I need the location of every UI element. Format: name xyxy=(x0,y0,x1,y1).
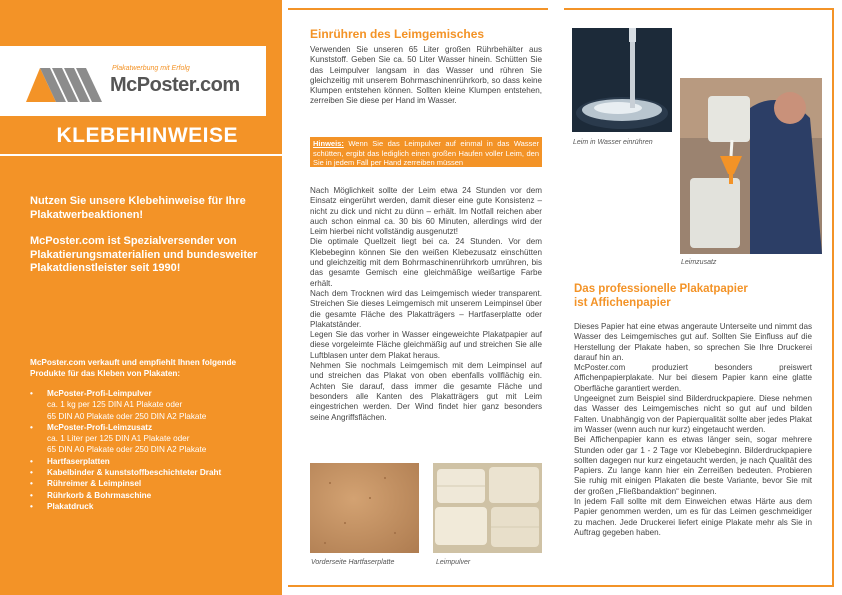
product-detail: 65 DIN A0 Plakate oder 250 DIN A2 Plakate xyxy=(47,411,207,421)
glue-additive-photo xyxy=(680,78,822,254)
caption-bucket: Leim in Wasser einrühren xyxy=(573,139,653,146)
bullet-icon: • xyxy=(30,468,33,478)
intro-block xyxy=(30,195,270,289)
hardboard-photo xyxy=(310,463,419,553)
list-item xyxy=(30,388,275,422)
frame-line-bottom xyxy=(288,585,834,587)
bullet-icon: • xyxy=(30,456,33,466)
list-item xyxy=(30,490,275,501)
paper-paragraph: Bei Affichenpapier kann es etwas länger sein, sogar mehrere Stunden oder gar 1 - 2 Tage vor Klebebeginn. Bilderdruckpapiere sollten dagegen nur kurz eingetaucht werden, je nach Qualität des Papiers. Zu lange kann hier ein Zerreißen bedeuten. Probieren Sie ruhig mit einigen Plakaten die beste Variante, bevor Sie mit der großen „Fließbandaktion“ beginnen. xyxy=(574,435,812,496)
glue-powder-photo xyxy=(433,463,542,553)
hint-box xyxy=(310,137,542,167)
instruction-paragraph: Nach dem Trocknen wird das Leimgemisch wieder transparent. Streichen Sie dieses Leimgemisch mit unserem Leimpinsel über die gesamte Fläche des Plakatträgers – Hartfaserplatte oder Plakatständer. xyxy=(310,288,542,329)
list-item xyxy=(30,501,275,512)
instructions-block xyxy=(310,186,542,423)
product-detail: ca. 1 Liter per 125 DIN A1 Plakate oder xyxy=(47,434,190,444)
panel-edge xyxy=(282,0,288,595)
paper-heading-line-1: Das professionelle Plakatpapier xyxy=(574,283,748,295)
logo-mark-icon xyxy=(26,58,104,102)
hardboard-texture-icon xyxy=(310,463,419,553)
bullet-icon: • xyxy=(30,501,33,511)
paper-paragraph: Ungeeignet zum Beispiel sind Bilderdruckpapiere. Diese nehmen das Wasser des Leimgemisches nicht so gut auf und bilden Falten. Unabhängig von der Papierqualität sollte aber jedes Plakat im Wasser (wenn auch nur kurz) eingetaucht werden. xyxy=(574,394,812,434)
frame-line-top-right xyxy=(564,8,834,10)
instruction-paragraph: Nehmen Sie nochmals Leimgemisch mit dem Leimpinsel auf und streichen das Plakat von oben ebenfalls vollflächig ein. Achten Sie darauf, dass immer die gesamte Fläche und besonders alle Kanten des Plakatträgers gut mit Leim eingestrichen werden. Der Wind findet hier ganz besonders seine Angriffsflächen. xyxy=(310,361,542,422)
intro-text-2: McPoster.com ist Spezialversender von Plakatierungsmaterialien und bundesweiter Plakatdienstleister seit 1990! xyxy=(30,235,258,274)
bullet-icon: • xyxy=(30,422,33,432)
paper-paragraph: McPoster.com produziert besonders preiswert Affichenpapierplakate. Nur bei diesem Papier kann eine glatte Oberfläche garantiert werden. xyxy=(574,363,812,393)
glue-additive-pouring-icon xyxy=(680,78,822,254)
logo-slogan: Plakatwerbung mit Erfolg xyxy=(112,65,190,72)
hint-label: Hinweis: xyxy=(313,139,344,148)
section-heading-mixing: Einrühren des Leimgemisches xyxy=(310,27,485,41)
product-name: McPoster-Profi-Leimzusatz xyxy=(47,422,153,432)
caption-glue-additive: Leimzusatz xyxy=(681,259,717,266)
caption-glue-powder: Leimpulver xyxy=(436,559,471,566)
product-name: McPoster-Profi-Leimpulver xyxy=(47,389,152,398)
instruction-paragraph: Die optimale Quellzeit liegt bei ca. 24 Stunden. Vor dem Klebebeginn können Sie den weißen Klebezusatz einschütten und gleichzeitig mit dem Bohrmaschinenrührkorb umrühren, bis das gesamte Gemisch eine gleichmäßige weißartige Farbe erhält. xyxy=(310,237,542,288)
bullet-icon: • xyxy=(30,389,33,398)
paper-paragraph: Dieses Papier hat eine etwas angeraute Unterseite und nimmt das Wasser des Leimgemisches gut auf. Sollten Sie Einfluss auf die Herstellung der Plakate haben, so sprechen Sie Ihre Druckerei darauf hin an. xyxy=(574,322,812,362)
list-item xyxy=(30,422,275,456)
product-name: Rühreimer & Leimpinsel xyxy=(47,479,142,489)
logo-name: McPoster.com xyxy=(110,74,240,96)
product-list xyxy=(30,388,275,512)
title-divider xyxy=(0,154,282,156)
caption-hardboard: Vorderseite Hartfaserplatte xyxy=(311,559,395,566)
instruction-paragraph: Nach Möglichkeit sollte der Leim etwa 24 Stunden vor dem Einsatz eingerührt werden, damit dieser eine gute Konsistenz – nicht zu dick und nicht zu dünn – erhält. Im Notfall reichen aber auch schon einmal ca. 30 bis 60 Minuten, allerdings wird der Leim hierbei nicht vollständig ausgenutzt! xyxy=(310,186,542,237)
product-detail: ca. 1 kg per 125 DIN A1 Plakate oder xyxy=(47,400,183,410)
mixing-bucket-photo xyxy=(572,28,672,132)
glue-powder-bags-icon xyxy=(433,463,542,553)
frame-line-top-left xyxy=(288,8,548,10)
intro-text-1: Nutzen Sie unsere Klebehinweise für Ihre Plakatwerbeaktionen! xyxy=(30,195,246,221)
section-heading-paper xyxy=(574,282,814,310)
product-name: Hartfaserplatten xyxy=(47,456,110,466)
product-name: Rührkorb & Bohrmaschine xyxy=(47,490,152,500)
frame-line-right xyxy=(832,8,834,587)
products-intro: McPoster.com verkauft und empfiehlt Ihnen folgende Produkte für das Kleben von Plakaten: xyxy=(30,358,237,378)
list-item xyxy=(30,456,275,467)
bullet-icon: • xyxy=(30,490,33,500)
hint-text: Wenn Sie das Leimpulver auf einmal in das Wasser schütten, ergibt das lediglich einen großen Haufen voller Leim, den Sie in jedem Fall per Hand zerreiben müssen xyxy=(313,139,539,167)
paper-paragraph: In jedem Fall sollte mit dem Einweichen etwas Härte aus dem Papier genommen werden, um es für das Leimen geschmeidiger zu machen. Jede Druckerei liefert einige Plakate mehr als Sie in Auftrag gegeben haben. xyxy=(574,497,812,537)
bullet-icon: • xyxy=(30,479,33,489)
list-item xyxy=(30,478,275,489)
product-detail: 65 DIN A0 Plakate oder 250 DIN A2 Plakate xyxy=(47,445,207,455)
product-name: Plakatdruck xyxy=(47,501,94,511)
paper-heading-line-2: ist Affichenpapier xyxy=(574,297,671,309)
mixing-bucket-icon xyxy=(572,28,672,132)
list-item xyxy=(30,467,275,478)
instruction-paragraph: Legen Sie das vorher in Wasser eingeweichte Plakatpapier auf diese vorgeleimte Fläche gleichmäßig auf und streichen Sie alle Luftblasen unter dem Plakat heraus. xyxy=(310,330,542,360)
paper-text-block xyxy=(574,322,812,538)
logo xyxy=(0,46,266,116)
page-title: KLEBEHINWEISE xyxy=(56,124,238,147)
mixing-paragraph: Verwenden Sie unseren 65 Liter großen Rührbehälter aus Kunststoff. Geben Sie ca. 50 Liter Wasser hinein. Schütten Sie das Leimpulver langsam in das Wasser und rühren Sie gleichzeitig mit unserem Bohrmaschinenrührkorb, so dass keine Klumpen entstehen können. Sollten kleine Klumpen entstehen, zerreiben Sie diese per Hand im Wasser. xyxy=(310,45,542,106)
product-name: Kabelbinder & kunststoffbeschichteter Draht xyxy=(47,468,222,478)
